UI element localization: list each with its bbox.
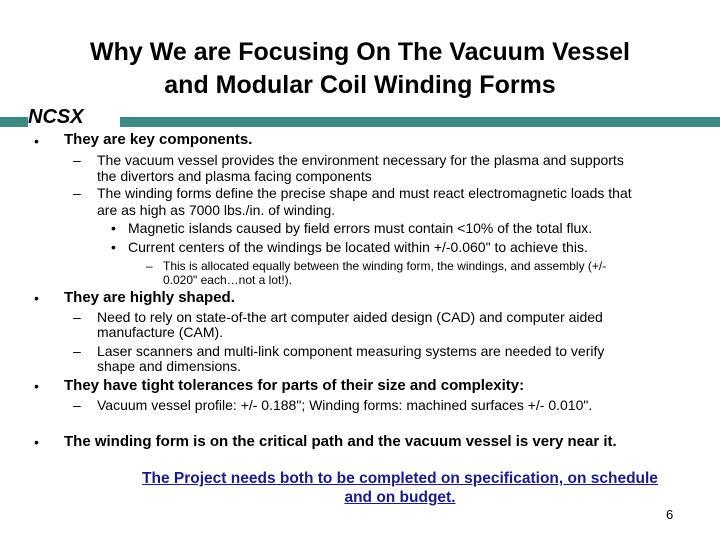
bullet-3-sub-1: Vacuum vessel profile: +/- 0.188"; Winding forms: machined surfaces +/- 0.010". xyxy=(97,397,593,413)
dash-marker: – xyxy=(73,185,81,201)
bullet-marker: • xyxy=(111,220,116,236)
footer-line-2: and on budget. xyxy=(344,489,456,506)
bullet-1-note-line-1: This is allocated equally between the winding form, the windings, and assembly (+/- xyxy=(163,259,607,273)
bullet-2-sub-2-line-2: shape and dimensions. xyxy=(97,358,241,374)
bullet-marker: • xyxy=(34,133,39,149)
page-number: 6 xyxy=(666,507,674,522)
ncsx-logo: NCSX xyxy=(28,106,84,128)
bullet-1-sub-2b: Current centers of the windings be located within +/-0.060" to achieve this. xyxy=(128,239,588,255)
bullet-1-sub-2-line-2: are as high as 7000 lbs./in. of winding. xyxy=(97,202,336,218)
bullet-1-sub-1-line-2: the divertors and plasma facing components xyxy=(97,168,372,184)
bullet-1-sub-2a: Magnetic islands caused by field errors must contain <10% of the total flux. xyxy=(128,220,593,236)
slide-title xyxy=(30,36,690,102)
bullet-marker: • xyxy=(34,434,39,450)
dash-marker: – xyxy=(146,259,153,273)
footer-line-1: The Project needs both to be completed on specification, on schedule xyxy=(142,470,658,487)
dash-marker: – xyxy=(73,397,81,413)
bullet-2-sub-1-line-2: manufacture (CAM). xyxy=(97,324,224,340)
bullet-marker: • xyxy=(111,239,116,255)
title-line-2: and Modular Coil Winding Forms xyxy=(164,71,556,99)
bullet-1-text: They are key components. xyxy=(64,131,253,148)
bullet-1-sub-1-line-1: The vacuum vessel provides the environment necessary for the plasma and supports xyxy=(97,152,624,168)
bullet-3-text: They have tight tolerances for parts of their size and complexity: xyxy=(64,377,525,394)
footer-statement xyxy=(80,469,720,507)
bullet-marker: • xyxy=(34,290,39,306)
header-rule xyxy=(120,117,720,127)
title-line-1: Why We are Focusing On The Vacuum Vessel xyxy=(90,38,630,66)
bullet-2-sub-2-line-1: Laser scanners and multi-link component measuring systems are needed to verify xyxy=(97,343,605,359)
bullet-2-sub-1-line-1: Need to rely on state-of-the art computer aided design (CAD) and computer aided xyxy=(97,309,603,325)
bullet-2-text: They are highly shaped. xyxy=(64,289,235,306)
dash-marker: – xyxy=(73,309,81,325)
dash-marker: – xyxy=(73,152,81,168)
bullet-marker: • xyxy=(34,378,39,394)
bullet-1-note-line-2: 0.020" each…not a lot!). xyxy=(163,273,293,287)
bullet-4-text: The winding form is on the critical path and the vacuum vessel is very near it. xyxy=(64,433,617,450)
dash-marker: – xyxy=(73,343,81,359)
bullet-1-sub-2-line-1: The winding forms define the precise shape and must react electromagnetic loads that xyxy=(97,185,632,201)
header-band-left xyxy=(0,117,28,127)
